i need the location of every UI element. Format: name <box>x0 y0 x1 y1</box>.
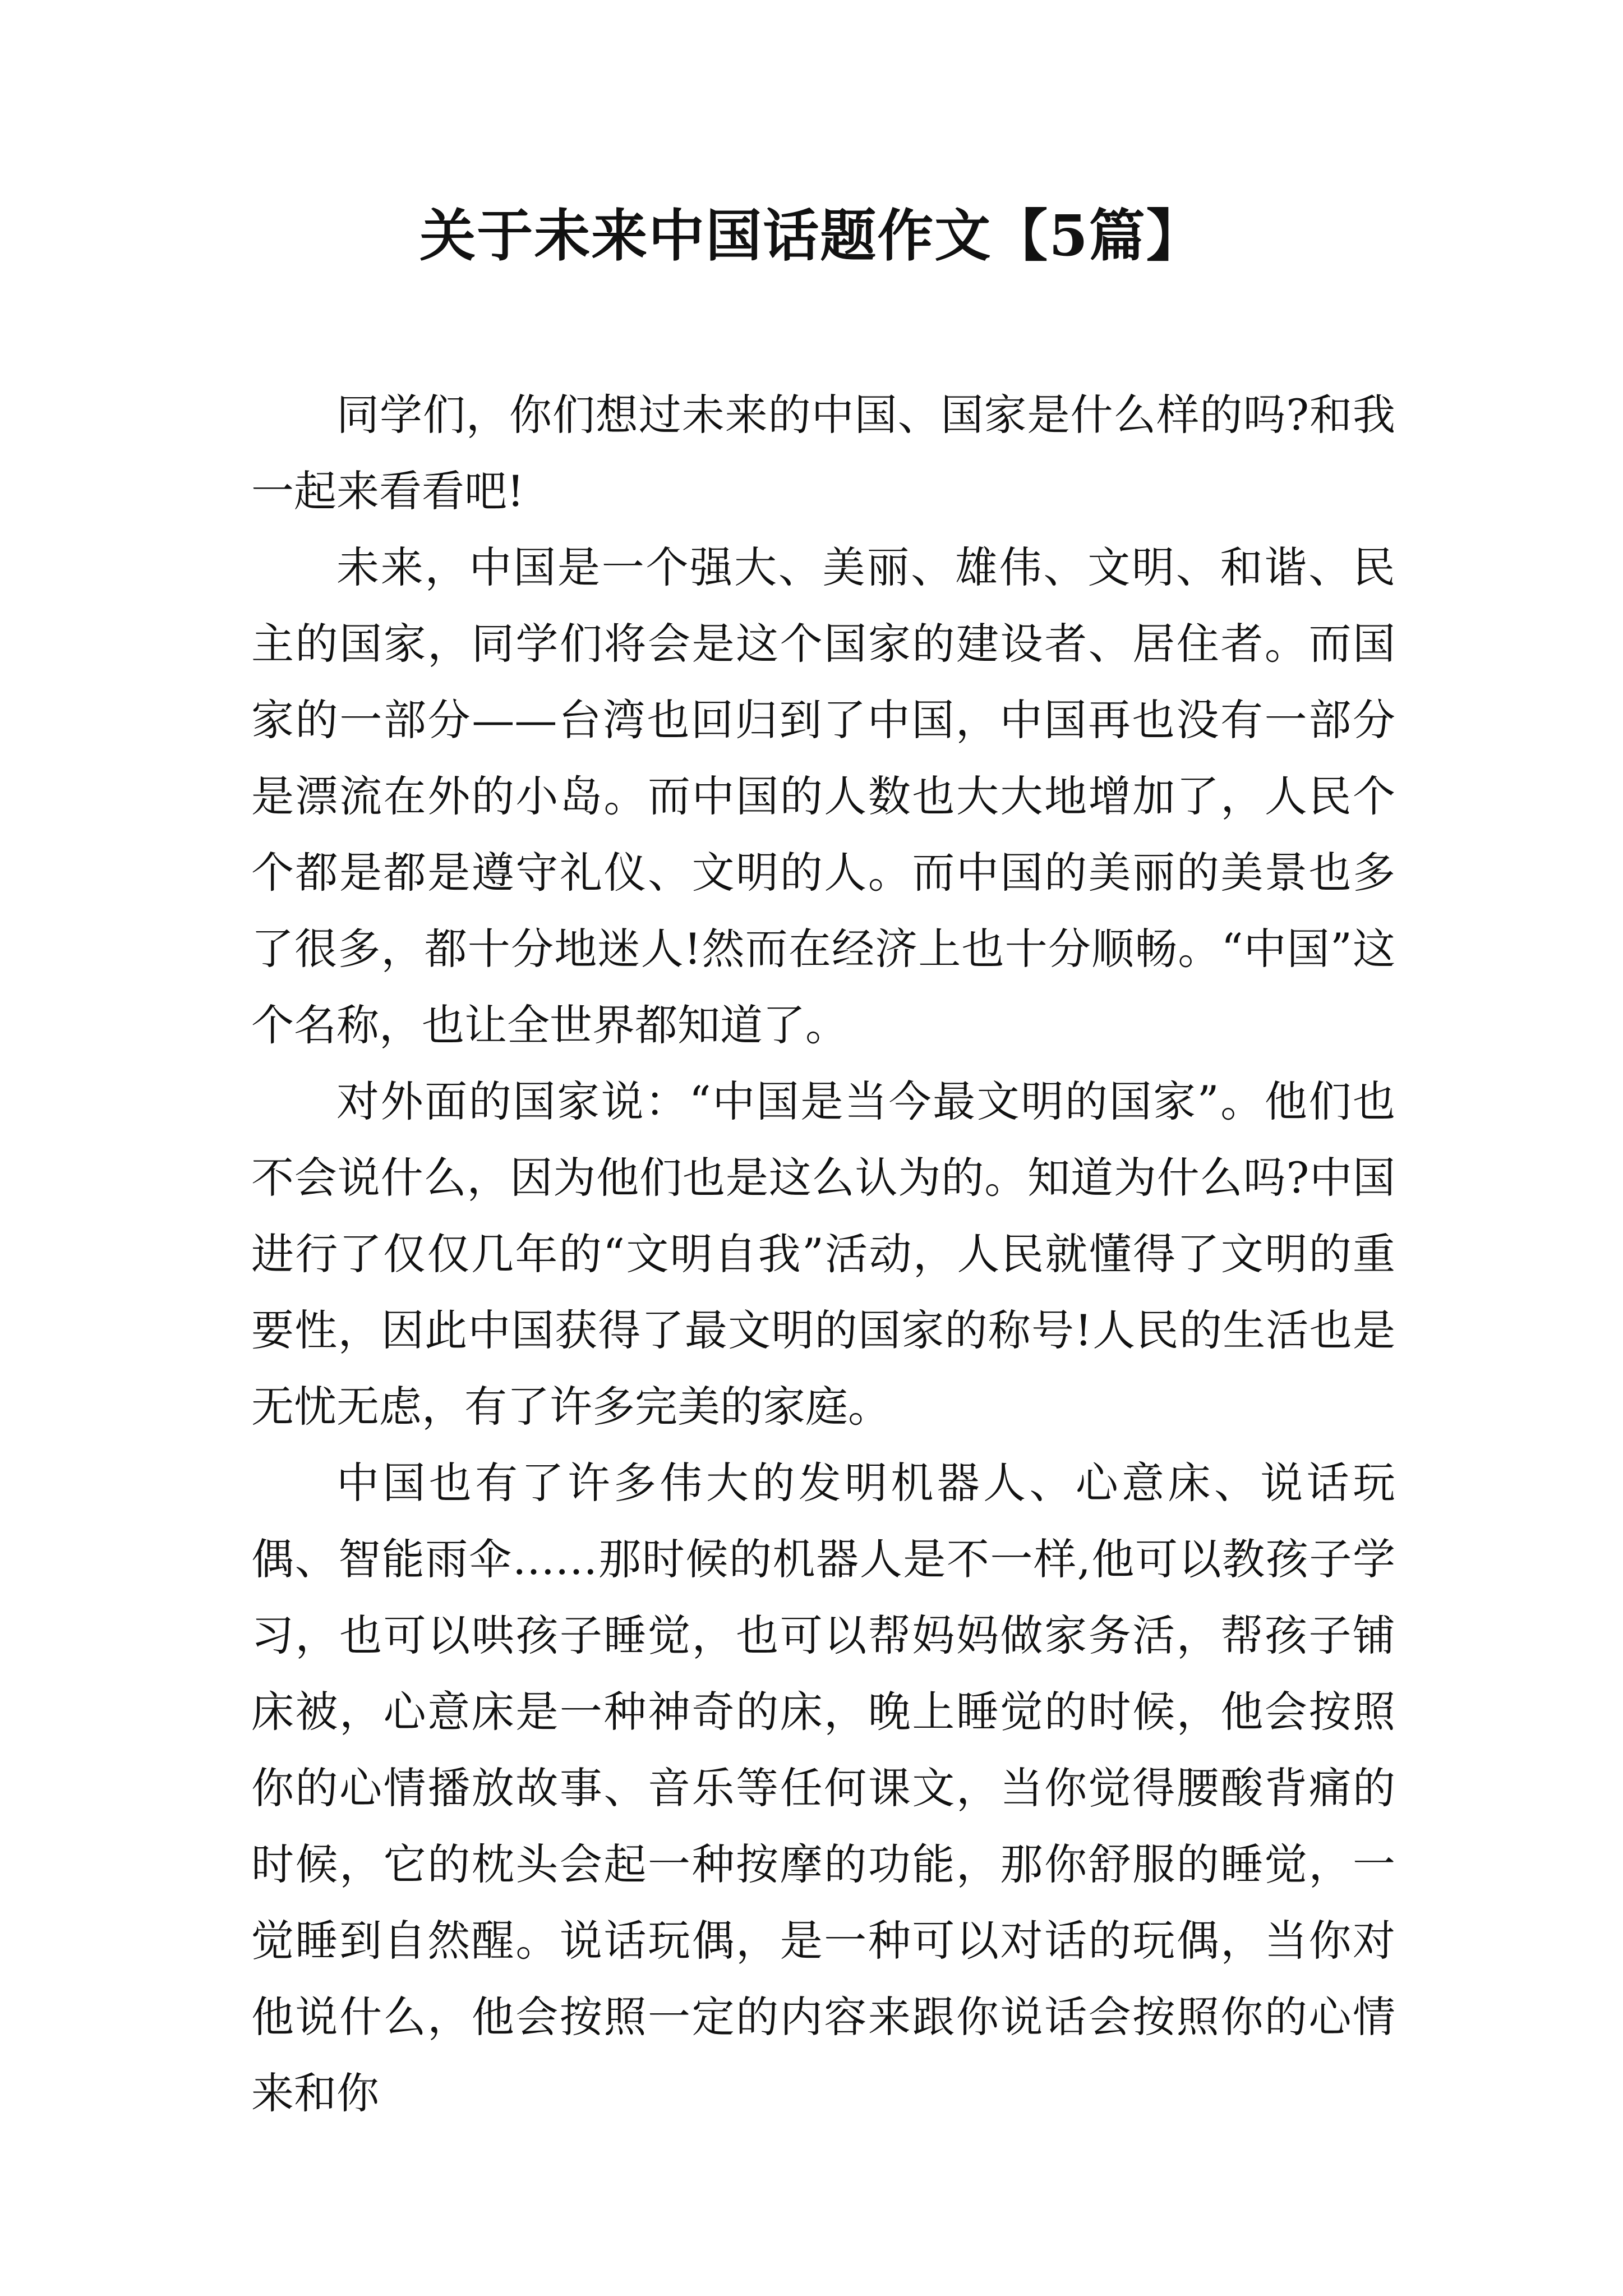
paragraph-3: 对外面的国家说：“中国是当今最文明的国家”。他们也不会说什么，因为他们也是这么认为的。知道为什么吗?中国进行了仅仅几年的“文明自我”活动，人民就懂得了文明的重要性，因此中国获得了最文明的国家的称号!人民的生活也是无忧无虑，有了许多完美的家庭。 <box>251 1076 1395 1432</box>
document-title: 关于未来中国话题作文【5篇】 <box>419 203 1204 269</box>
paragraph-2: 未来，中国是一个强大、美丽、雄伟、文明、和谐、民主的国家，同学们将会是这个国家的建设者、居住者。而国家的一部分——台湾也回归到了中国，中国再也没有一部分是漂流在外的小岛。而中国的人数也大大地增加了，人民个个都是都是遵守礼仪、文明的人。而中国的美丽的美景也多了很多，都十分地迷人!然而在经济上也十分顺畅。“中国”这个名称，也让全世界都知道了。 <box>251 542 1395 1050</box>
document-body <box>251 377 1395 2132</box>
paragraph-1: 同学们，你们想过未来的中国、国家是什么样的吗?和我一起来看看吧! <box>251 390 1395 516</box>
paragraph-4: 中国也有了许多伟大的发明机器人、心意床、说话玩偶、智能雨伞……那时候的机器人是不一样,他可以教孩子学习，也可以哄孩子睡觉，也可以帮妈妈做家务活，帮孩子铺床被，心意床是一种神奇的床，晚上睡觉的时候，他会按照你的心情播放故事、音乐等任何课文，当你觉得腰酸背痛的时候，它的枕头会起一种按摩的功能，那你舒服的睡觉，一觉睡到自然醒。说话玩偶，是一种可以对话的玩偶，当你对他说什么，他会按照一定的内容来跟你说话会按照你的心情来和你 <box>251 1458 1395 2118</box>
